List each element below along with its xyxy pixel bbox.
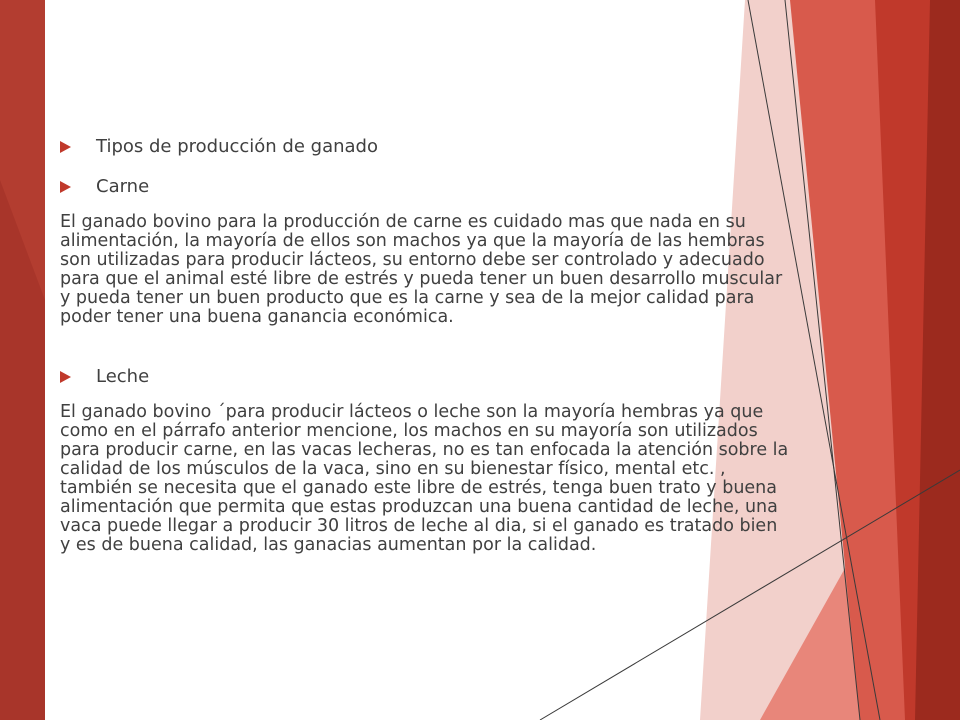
bullet-arrow-icon	[60, 141, 71, 153]
bullet-arrow-icon	[60, 181, 71, 193]
bullet-leche	[60, 363, 910, 391]
paragraph-line: El ganado bovino para la producción de carne es cuidado mas que nada en su	[60, 212, 746, 232]
bullet-text: Tipos de producción de ganado	[96, 136, 378, 157]
bullet-text: Carne	[96, 176, 150, 197]
paragraph-line: y es de buena calidad, las ganacias aumentan por la calidad.	[60, 535, 597, 555]
paragraph-line: calidad de los músculos de la vaca, sino en su bienestar físico, mental etc. ,	[60, 459, 726, 479]
bullet-tipos	[60, 133, 910, 161]
paragraph-line: son utilizadas para producir lácteos, su entorno debe ser controlado y adecuado	[60, 250, 765, 270]
paragraph-line: también se necesita que el ganado este libre de estrés, tenga buen trato y buena	[60, 478, 777, 498]
paragraph-line: y pueda tener un buen producto que es la carne y sea de la mejor calidad para	[60, 288, 755, 308]
bullet-carne	[60, 173, 910, 201]
bullet-arrow-icon	[60, 371, 71, 383]
paragraph-line: poder tener una buena ganancia económica.	[60, 307, 454, 327]
paragraph-line: alimentación, la mayoría de ellos son machos ya que la mayoría de las hembras	[60, 231, 765, 251]
bullet-text: Leche	[96, 366, 150, 387]
paragraph-line: para producir carne, en las vacas lecheras, no es tan enfocada la atención sobre la	[60, 440, 789, 460]
paragraph-line: alimentación que permita que estas produzcan una buena cantidad de leche, una	[60, 497, 778, 517]
paragraph-carne	[60, 213, 910, 327]
paragraph-leche	[60, 403, 910, 555]
paragraph-line: vaca puede llegar a producir 30 litros de leche al dia, si el ganado es tratado bien	[60, 516, 778, 536]
paragraph-line: como en el párrafo anterior mencione, los machos en su mayoría son utilizados	[60, 421, 758, 441]
paragraph-line: para que el animal esté libre de estrés y pueda tener un buen desarrollo muscular	[60, 269, 783, 289]
paragraph-line: El ganado bovino ´para producir lácteos o leche son la mayoría hembras ya que	[60, 402, 764, 422]
slide-content	[60, 133, 910, 555]
